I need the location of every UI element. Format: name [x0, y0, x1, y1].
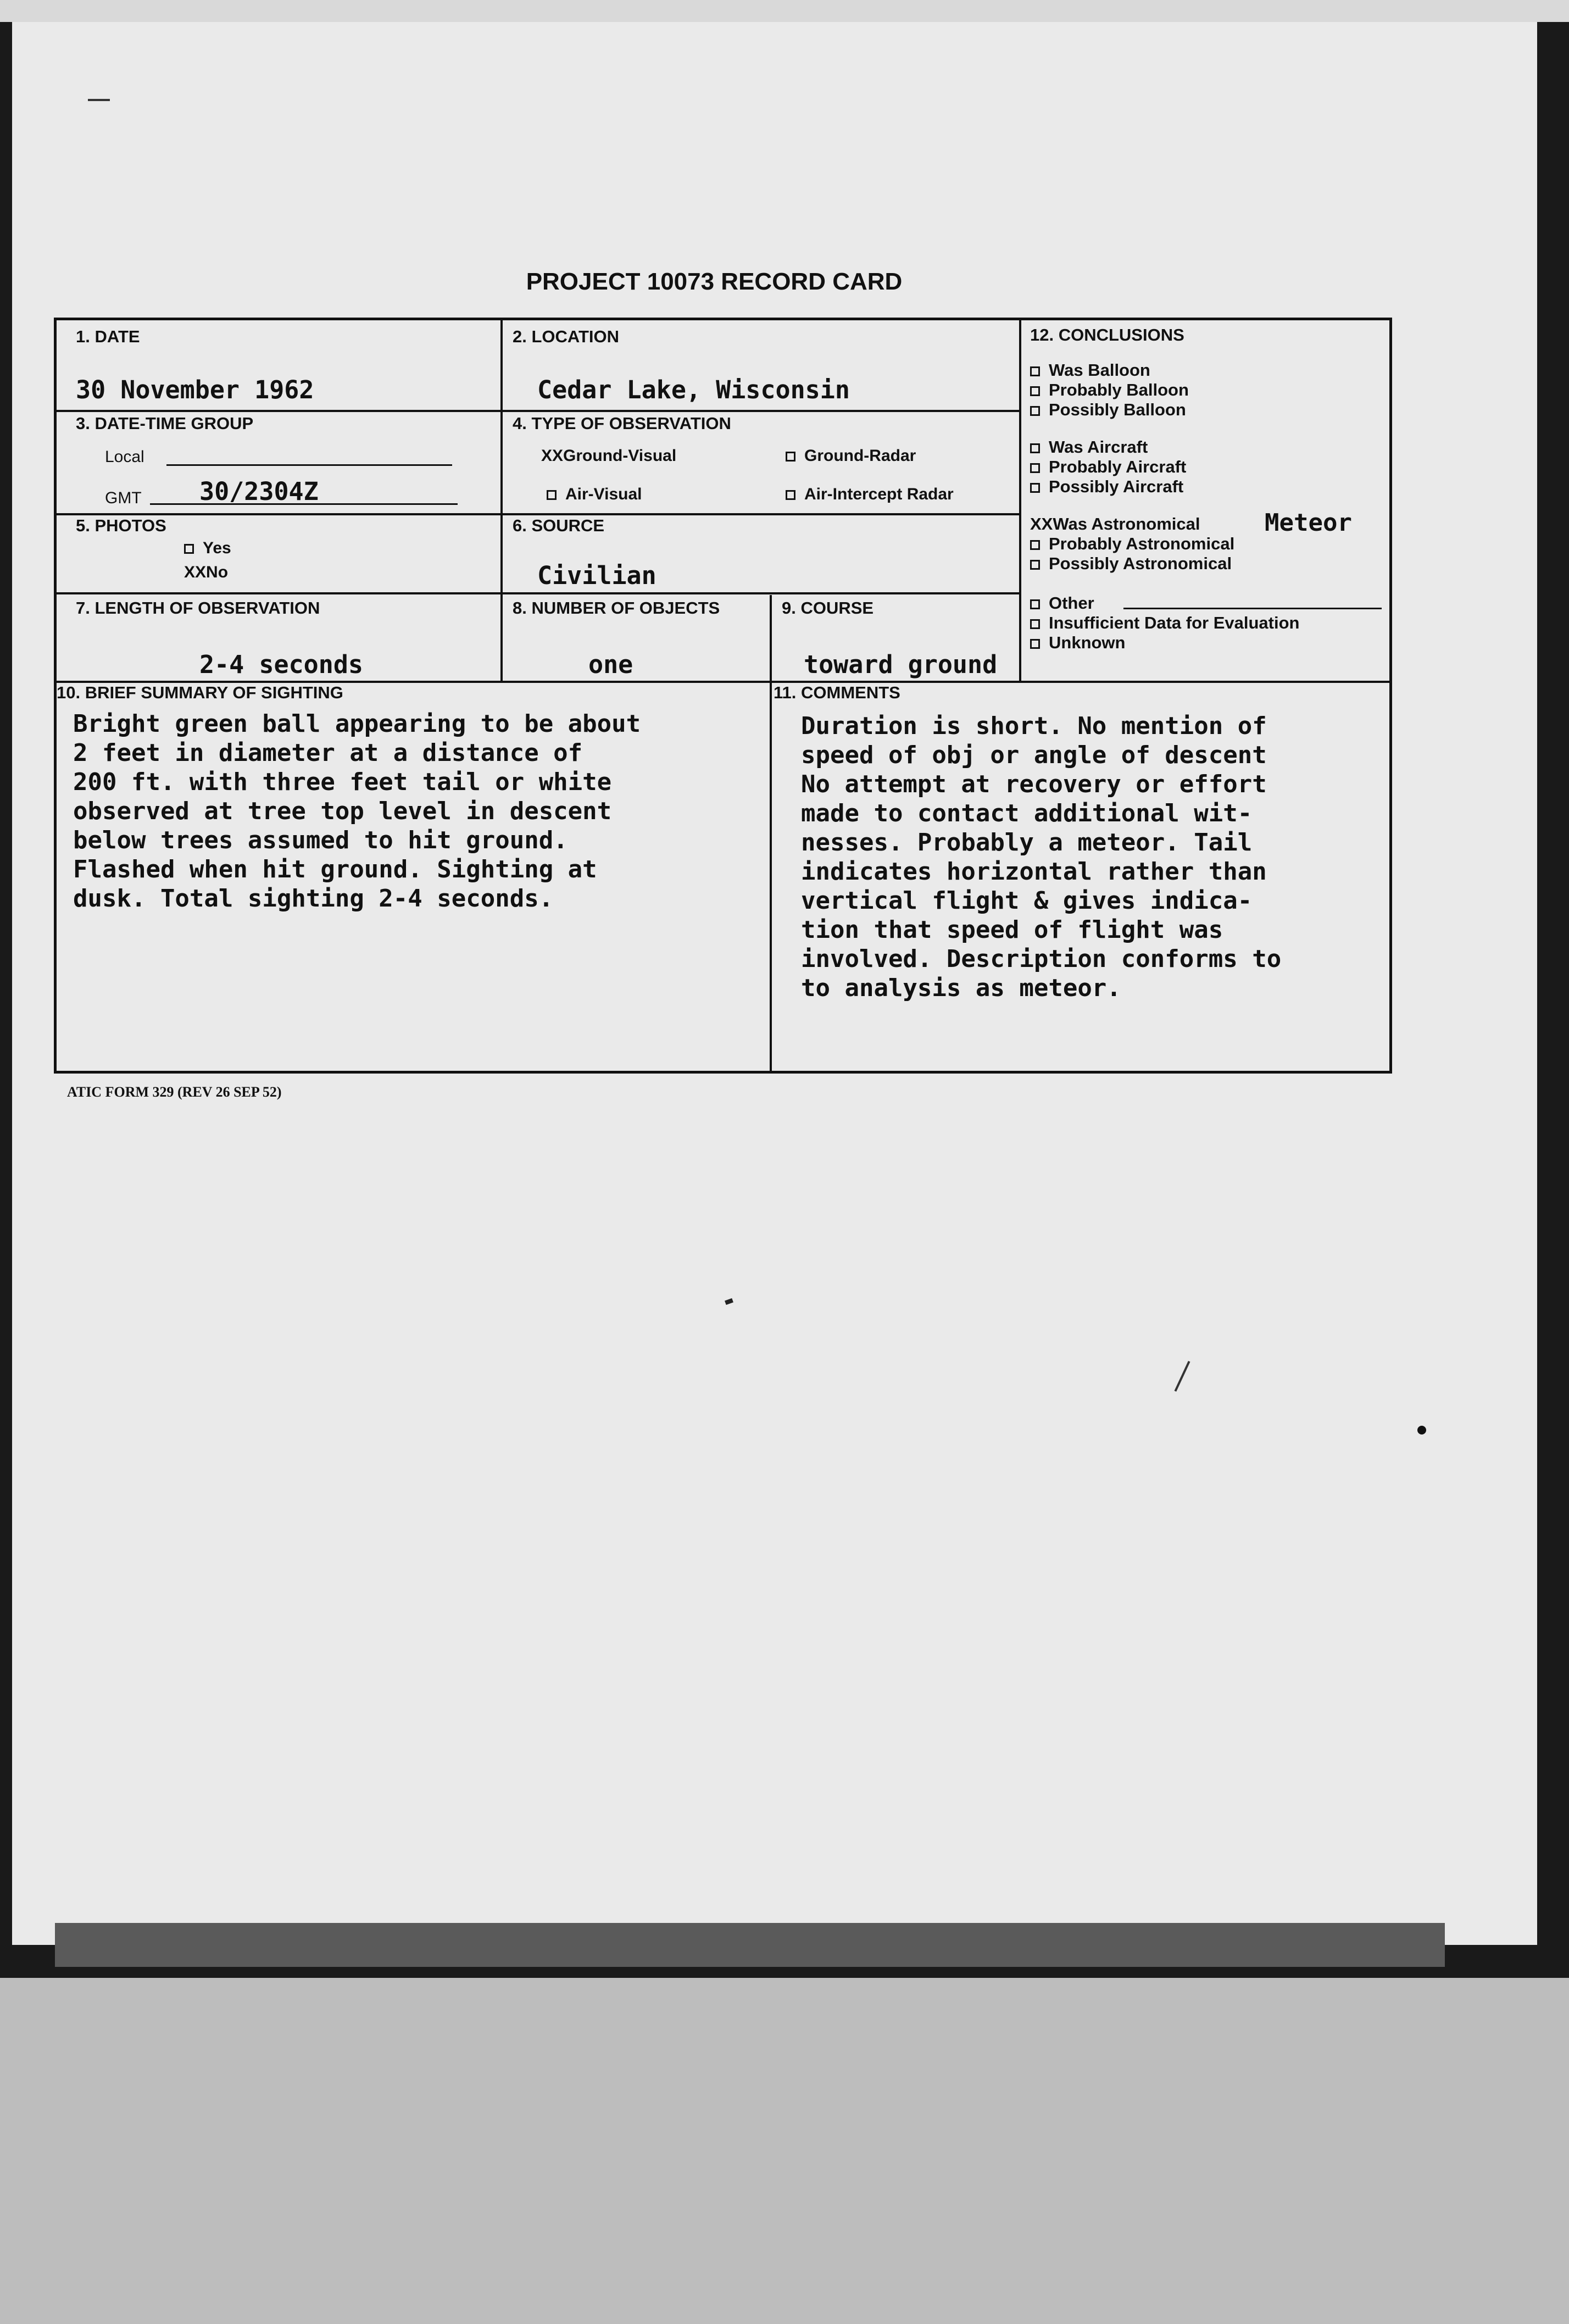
ground-visual-text: Ground-Visual	[563, 447, 677, 465]
photos-yes-text: Yes	[203, 539, 231, 557]
conclusion-was-balloon	[1030, 360, 1150, 380]
ground-visual-check: XX	[541, 447, 564, 465]
conclusion-probably-aircraft	[1030, 457, 1186, 477]
conclusions-label: 12. CONCLUSIONS	[1030, 325, 1184, 344]
checkbox	[1030, 386, 1040, 396]
astronomical-note: Meteor	[1265, 509, 1352, 537]
conclusion-text: Possibly Aircraft	[1049, 477, 1184, 496]
checkbox	[1030, 599, 1040, 609]
location-label: 2. LOCATION	[513, 327, 620, 346]
divider	[57, 410, 1020, 412]
checkbox	[786, 452, 795, 462]
conclusion-probably-balloon	[1030, 380, 1189, 400]
checkbox	[1030, 619, 1040, 629]
date-label: 1. DATE	[76, 327, 140, 346]
checkbox	[1030, 406, 1040, 416]
divider	[500, 320, 503, 683]
checkbox	[1030, 463, 1040, 473]
conclusion-text: Possibly Balloon	[1049, 400, 1186, 419]
checkbox	[1030, 483, 1040, 493]
conclusion-probably-astronomical	[1030, 534, 1234, 554]
course-value: toward ground	[804, 650, 998, 679]
air-visual-text: Air-Visual	[565, 485, 642, 503]
source-value: Civilian	[537, 561, 656, 590]
conclusion-text: Was Aircraft	[1049, 437, 1148, 457]
gmt-value: 30/2304Z	[199, 477, 319, 506]
summary-text: Bright green ball appearing to be about 2 feet in diameter at a distance of 200 ft. with three feet tail or white observed at tree top level in descent below trees assumed to hit ground. Flashed when hit ground. Sighting at dusk. Total sighting 2-4 seconds.	[73, 710, 641, 913]
local-label: Local	[105, 448, 144, 466]
photos-no-option	[184, 563, 228, 582]
divider	[1019, 320, 1021, 682]
conclusion-text: Unknown	[1049, 633, 1126, 652]
conclusion-possibly-aircraft	[1030, 477, 1183, 497]
comments-label: 11. COMMENTS	[774, 683, 900, 702]
photos-no-text: No	[206, 563, 229, 581]
local-line	[166, 464, 452, 466]
conclusion-insufficient-data	[1030, 613, 1299, 633]
divider	[57, 592, 1020, 594]
conclusion-other	[1030, 593, 1094, 613]
checkbox	[1030, 560, 1040, 570]
course-label: 9. COURSE	[782, 598, 874, 618]
checkbox	[786, 490, 795, 500]
card-title: PROJECT 10073 RECORD CARD	[526, 268, 903, 295]
checkbox	[547, 490, 557, 500]
number-of-objects-value: one	[588, 650, 633, 679]
photos-no-check: XX	[184, 563, 207, 581]
ground-radar-option	[786, 447, 916, 465]
air-visual-option	[547, 485, 642, 504]
conclusion-text: Possibly Astronomical	[1049, 554, 1232, 573]
conclusion-possibly-astronomical	[1030, 554, 1232, 574]
air-intercept-radar-option	[786, 485, 954, 504]
conclusion-text: Probably Astronomical	[1049, 534, 1235, 553]
scan-lower-area	[0, 1978, 1569, 2324]
photos-label: 5. PHOTOS	[76, 516, 166, 535]
conclusion-was-astronomical	[1030, 514, 1200, 534]
ground-radar-text: Ground-Radar	[804, 447, 916, 465]
form-number: ATIC FORM 329 (REV 26 SEP 52)	[67, 1084, 282, 1100]
record-card	[54, 318, 1392, 1074]
conclusion-possibly-balloon	[1030, 400, 1186, 420]
length-of-observation-label: 7. LENGTH OF OBSERVATION	[76, 598, 320, 618]
divider	[770, 595, 772, 1071]
number-of-objects-label: 8. NUMBER OF OBJECTS	[513, 598, 720, 618]
air-intercept-radar-text: Air-Intercept Radar	[804, 485, 954, 503]
conclusion-text: Probably Aircraft	[1049, 457, 1187, 476]
summary-label: 10. BRIEF SUMMARY OF SIGHTING	[57, 683, 343, 702]
ink-speck	[1417, 1426, 1426, 1435]
checkbox	[1030, 540, 1040, 550]
divider	[57, 513, 1020, 515]
conclusion-text: Was Astronomical	[1053, 514, 1200, 533]
ink-speck	[88, 99, 110, 101]
length-of-observation-value: 2-4 seconds	[199, 650, 364, 679]
photos-yes-option	[184, 539, 231, 558]
checkbox	[1030, 443, 1040, 453]
date-time-group-label: 3. DATE-TIME GROUP	[76, 414, 254, 433]
paper-shadow	[55, 1923, 1445, 1967]
checkbox	[1030, 366, 1040, 376]
conclusion-text: Probably Balloon	[1049, 380, 1189, 399]
source-label: 6. SOURCE	[513, 516, 605, 535]
conclusion-text: Other	[1049, 593, 1094, 613]
type-of-observation-label: 4. TYPE OF OBSERVATION	[513, 414, 731, 433]
conclusion-was-aircraft	[1030, 437, 1148, 457]
scan-top-edge	[0, 0, 1569, 22]
location-value: Cedar Lake, Wisconsin	[537, 375, 850, 404]
conclusion-unknown	[1030, 633, 1126, 653]
comments-text: Duration is short. No mention of speed of obj or angle of descent No attempt at recovery or effort made to contact additional wit- nesses. Probably a meteor. Tail indicates horizontal rather than vertical flight & gives indica- tion that speed of flight was involved. Description conforms to to analysis as meteor.	[801, 712, 1282, 1002]
checkbox	[184, 544, 194, 554]
gmt-label: GMT	[105, 489, 142, 507]
conclusion-text: Insufficient Data for Evaluation	[1049, 613, 1300, 632]
date-value: 30 November 1962	[76, 375, 314, 404]
ground-visual-option	[541, 447, 676, 465]
other-line	[1123, 608, 1382, 609]
checkbox	[1030, 639, 1040, 649]
astronomical-check: XX	[1030, 514, 1053, 533]
conclusion-text: Was Balloon	[1049, 360, 1150, 380]
